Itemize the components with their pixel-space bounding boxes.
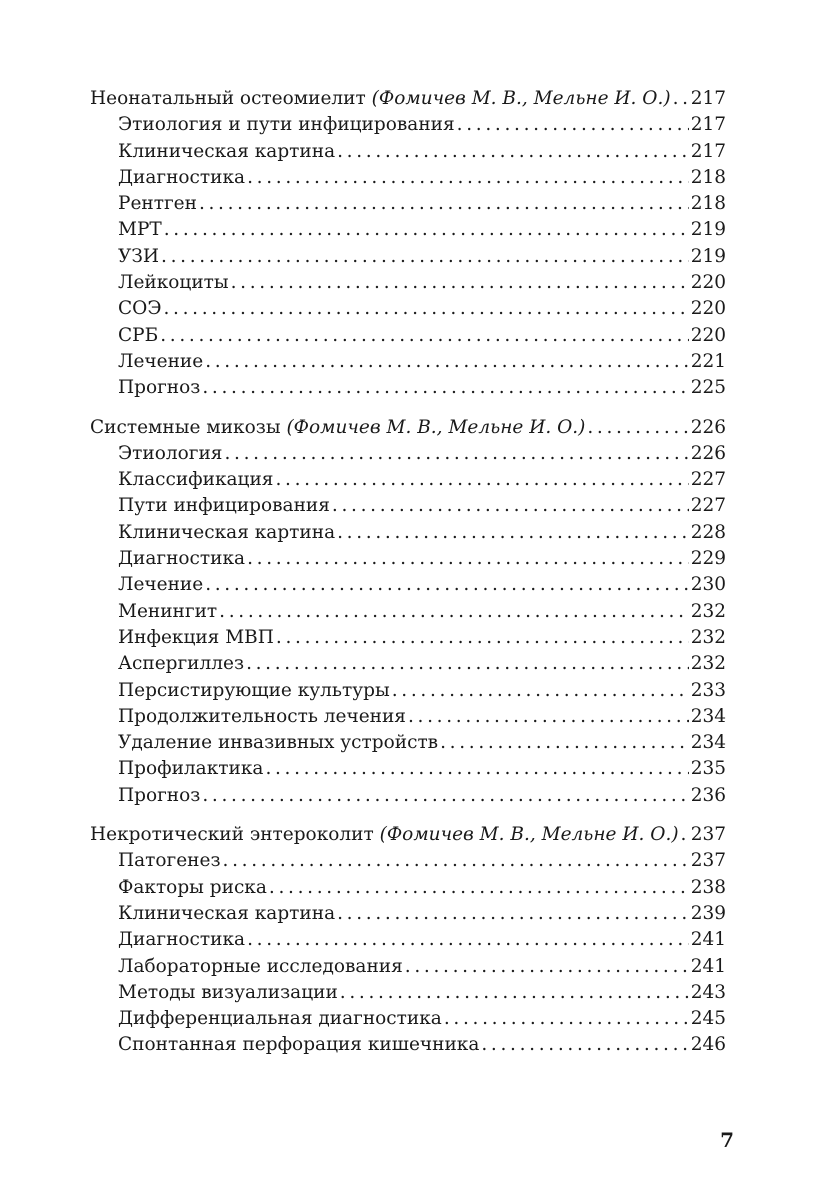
entry-page: 236 — [690, 784, 726, 806]
toc-entry — [90, 165, 726, 191]
dot-leader — [681, 822, 689, 848]
entry-title: Диагностика — [118, 929, 246, 951]
entry-title: Продолжительность лечения — [118, 705, 406, 727]
entry-page: 218 — [690, 166, 726, 188]
dot-leader — [247, 165, 689, 191]
entry-page: 239 — [690, 902, 726, 924]
section-authors: (Фомичев М. В., Мельне И. О.) — [379, 824, 679, 846]
toc-entry — [90, 927, 726, 953]
section-title: Некротический энтероколит (Фомичев М. В., Мельне И. О.) — [90, 824, 679, 846]
entry-title: Лечение — [118, 350, 204, 372]
dot-leader — [205, 349, 689, 375]
entry-page: 232 — [690, 600, 726, 622]
dot-leader — [161, 244, 689, 270]
entry-title: Лечение — [118, 574, 204, 596]
toc-entry — [90, 1032, 726, 1058]
toc-entry — [90, 848, 726, 874]
entry-page: 245 — [690, 1008, 726, 1030]
entry-page: 235 — [690, 758, 726, 780]
entry-page: 238 — [690, 876, 726, 898]
dot-leader — [205, 572, 689, 598]
entry-page: 217 — [690, 140, 726, 162]
dot-leader — [224, 441, 688, 467]
entry-title: Этиология и пути инфицирования — [118, 114, 455, 136]
entry-title: Персистирующие культуры — [118, 679, 390, 701]
entry-title: Инфекция МВП — [118, 626, 274, 648]
entry-page: 243 — [690, 981, 726, 1003]
entry-page: 219 — [690, 219, 726, 241]
toc-section — [90, 415, 726, 809]
entry-page: 246 — [690, 1034, 726, 1056]
dot-leader — [164, 217, 689, 243]
entry-title: Спонтанная перфорация кишечника — [118, 1034, 480, 1056]
dot-leader — [481, 1032, 688, 1058]
toc-entry — [90, 1006, 726, 1032]
toc-section-heading — [90, 822, 726, 848]
entry-page: 220 — [690, 298, 726, 320]
toc-entry — [90, 704, 726, 730]
entry-title: Классификация — [118, 469, 274, 491]
entry-title: Этиология — [118, 442, 223, 464]
toc-entry — [90, 678, 726, 704]
toc-entry — [90, 572, 726, 598]
entry-title: Лейкоциты — [118, 272, 229, 294]
entry-title: Профилактика — [118, 758, 264, 780]
entry-title: Менингит — [118, 600, 218, 622]
entry-title: Прогноз — [118, 377, 201, 399]
entry-page: 227 — [690, 469, 726, 491]
entry-title: Аспергиллез — [118, 653, 245, 675]
entry-page: 229 — [690, 548, 726, 570]
entry-page: 241 — [690, 929, 726, 951]
dot-leader — [673, 86, 689, 112]
toc-entry — [90, 467, 726, 493]
entry-page: 237 — [690, 850, 726, 872]
entry-page: 230 — [690, 574, 726, 596]
toc-entry — [90, 139, 726, 165]
dot-leader — [340, 980, 689, 1006]
section-page: 217 — [690, 88, 726, 109]
dot-leader — [160, 323, 688, 349]
entry-title: УЗИ — [118, 245, 160, 267]
dot-leader — [202, 783, 688, 809]
toc-entry — [90, 599, 726, 625]
dot-leader — [231, 270, 689, 296]
page-number: 7 — [720, 1128, 734, 1152]
entry-page: 228 — [690, 521, 726, 543]
dot-leader — [337, 520, 689, 546]
entry-page: 217 — [690, 114, 726, 136]
toc-section — [90, 86, 726, 402]
section-page: 237 — [690, 824, 726, 846]
dot-leader — [392, 678, 689, 704]
dot-leader — [276, 625, 689, 651]
toc-entry — [90, 375, 726, 401]
toc-entry — [90, 783, 726, 809]
toc-entry — [90, 323, 726, 349]
dot-leader — [246, 651, 689, 677]
entry-title: Прогноз — [118, 784, 201, 806]
toc-entry — [90, 296, 726, 322]
entry-title: Лабораторные исследования — [118, 955, 403, 977]
section-title: Неонатальный остеомиелит (Фомичев М. В., Мельне И. О.) — [90, 88, 671, 109]
dot-leader — [219, 599, 689, 625]
dot-leader — [202, 375, 688, 401]
section-page: 226 — [690, 416, 726, 438]
dot-leader — [199, 191, 689, 217]
toc-section-heading — [90, 415, 726, 441]
section-title: Системные микозы (Фомичев М. В., Мельне И. О.) — [90, 416, 586, 438]
dot-leader — [408, 704, 689, 730]
toc-entry — [90, 546, 726, 572]
toc-entry — [90, 270, 726, 296]
entry-title: Патогенез — [118, 850, 221, 872]
dot-leader — [269, 875, 689, 901]
toc-section-heading — [90, 86, 726, 112]
entry-page: 219 — [690, 245, 726, 267]
dot-leader — [247, 927, 689, 953]
dot-leader — [457, 112, 689, 138]
section-authors: (Фомичев М. В., Мельне И. О.) — [371, 88, 671, 109]
table-of-contents — [90, 86, 726, 1072]
toc-entry — [90, 520, 726, 546]
toc-entry — [90, 756, 726, 782]
dot-leader — [332, 493, 689, 519]
dot-leader — [444, 1006, 689, 1032]
dot-leader — [247, 546, 689, 572]
dot-leader — [337, 139, 689, 165]
toc-entry — [90, 875, 726, 901]
dot-leader — [587, 415, 688, 441]
entry-page: 232 — [690, 653, 726, 675]
toc-entry — [90, 980, 726, 1006]
toc-entry — [90, 730, 726, 756]
entry-page: 227 — [690, 495, 726, 517]
toc-entry — [90, 244, 726, 270]
toc-entry — [90, 441, 726, 467]
dot-leader — [265, 756, 688, 782]
dot-leader — [405, 954, 689, 980]
toc-entry — [90, 217, 726, 243]
entry-page: 234 — [690, 732, 726, 754]
entry-page: 221 — [690, 350, 726, 372]
dot-leader — [337, 901, 689, 927]
dot-leader — [223, 848, 689, 874]
entry-page: 220 — [690, 272, 726, 294]
entry-page: 241 — [690, 955, 726, 977]
entry-title: Диагностика — [118, 166, 246, 188]
toc-entry — [90, 493, 726, 519]
entry-page: 220 — [690, 324, 726, 346]
entry-page: 233 — [690, 679, 726, 701]
entry-page: 232 — [690, 626, 726, 648]
entry-title: Факторы риска — [118, 876, 267, 898]
entry-title: Клиническая картина — [118, 140, 336, 162]
entry-title: Удаление инвазивных устройств — [118, 732, 439, 754]
section-authors: (Фомичев М. В., Мельне И. О.) — [286, 416, 586, 438]
entry-title: Пути инфицирования — [118, 495, 330, 517]
entry-title: Дифференциальная диагностика — [118, 1008, 442, 1030]
entry-title: СОЭ — [118, 298, 162, 320]
toc-entry — [90, 901, 726, 927]
dot-leader — [440, 730, 689, 756]
entry-page: 226 — [690, 442, 726, 464]
entry-title: Методы визуализации — [118, 981, 338, 1003]
toc-entry — [90, 191, 726, 217]
toc-section — [90, 822, 726, 1059]
dot-leader — [163, 296, 688, 322]
entry-page: 225 — [690, 377, 726, 399]
toc-entry — [90, 954, 726, 980]
entry-title: СРБ — [118, 324, 159, 346]
entry-title: Рентген — [118, 193, 197, 215]
toc-entry — [90, 112, 726, 138]
entry-title: Клиническая картина — [118, 902, 336, 924]
entry-title: Клиническая картина — [118, 521, 336, 543]
toc-entry — [90, 625, 726, 651]
entry-page: 234 — [690, 705, 726, 727]
toc-entry — [90, 349, 726, 375]
dot-leader — [275, 467, 688, 493]
entry-page: 218 — [690, 193, 726, 215]
entry-title: Диагностика — [118, 548, 246, 570]
entry-title: МРТ — [118, 219, 162, 241]
toc-entry — [90, 651, 726, 677]
